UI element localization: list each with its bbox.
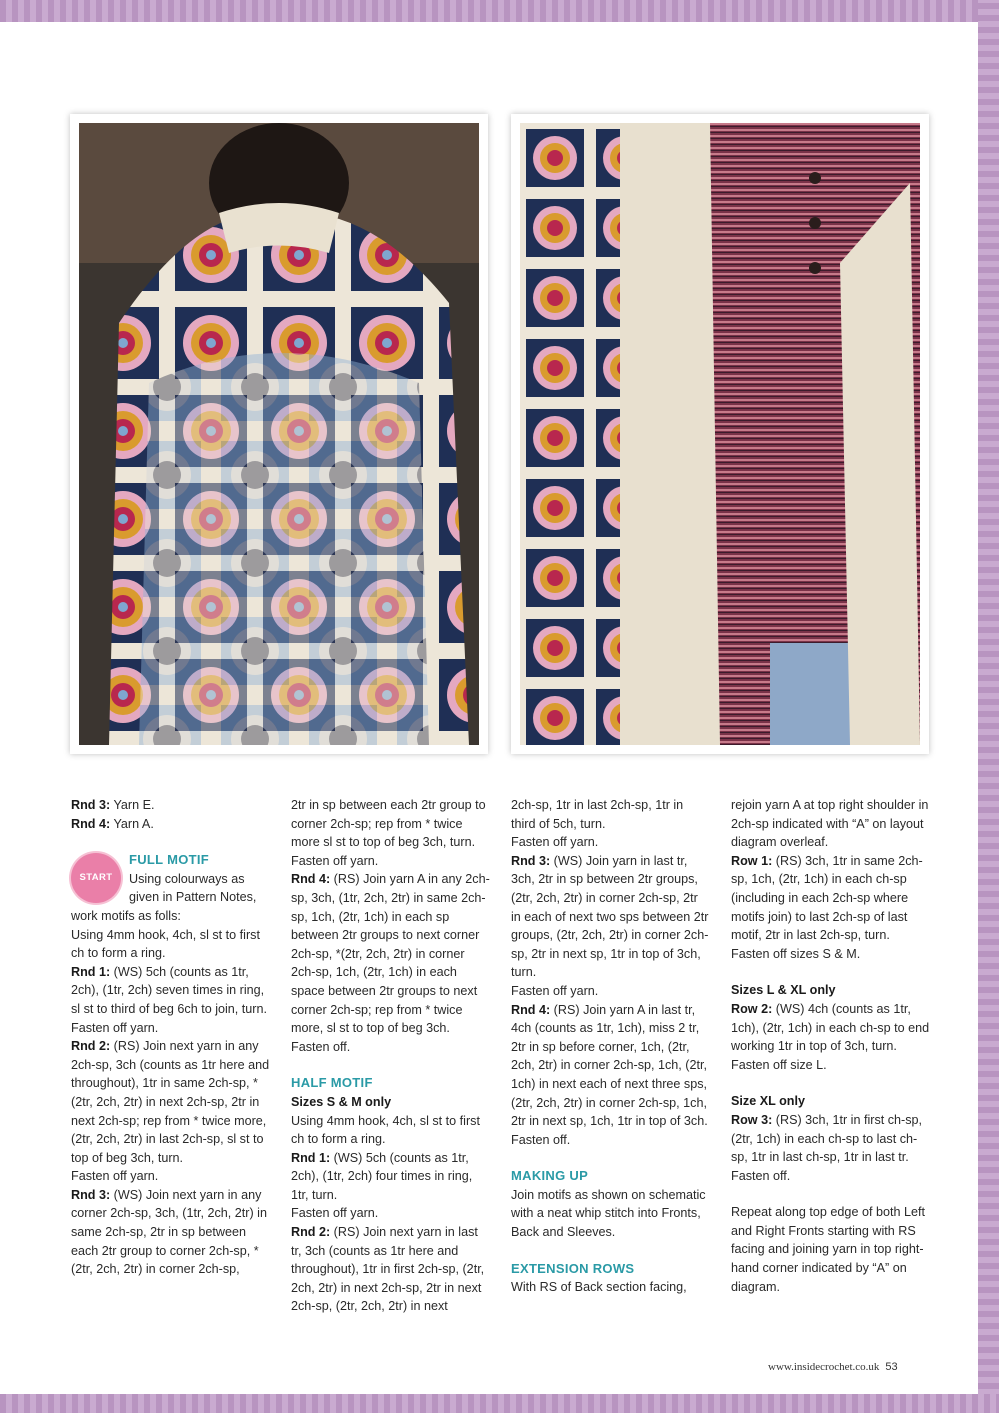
half-motif-rnd4: Rnd 4: (RS) Join yarn A in last tr, 4ch (counts as 1tr, 1ch), miss 2 tr, 2tr in sp before corner, 1ch, (2tr, 2ch, 2tr) in corner 2ch-sp, 1ch, (2tr, 1ch) in next each of next three sps, (2tr, 2ch, 2tr) in corner 2ch-sp, 1ch, 2tr in next sp, 1ch, 1tr in top of 3ch. [511,1002,708,1129]
fasten-off-text: Fasten off. [511,1132,571,1147]
full-motif-rnd2: Rnd 2: (RS) Join next yarn in any 2ch-sp, 3ch (counts as 1tr here and throughout), 1tr in same 2ch-sp, *(2tr, 2ch, 2tr) in next 2ch-sp, 2tr in next 2ch-sp; rep from * twice more, (2tr, 2ch, 2tr) in last 2ch-sp, sl st to top of beg 3ch, turn. [71,1039,270,1165]
full-motif-intro-a: Using colourways as [129,871,245,886]
half-rnd2-continued: 2ch-sp, 1tr in last 2ch-sp, 1tr in third of 5ch, turn. [511,798,684,831]
half-motif-rnd2: Rnd 2: (RS) Join next yarn in last tr, 3ch (counts as 1tr here and throughout), 1tr in first 2ch-sp, (2tr, 2ch, 2tr) in next 2ch-sp, 2tr in next 2ch-sp, (2tr, 2ch, 2tr) in next [291,1225,485,1314]
sizes-sm-heading: Sizes S & M only [291,1094,392,1109]
size-xl-heading: Size XL only [731,1094,805,1109]
text-column-2 [291,796,491,1316]
row1-text: Row 1: (RS) 3ch, 1tr in same 2ch-sp, 1ch, (2tr, 1ch) in each ch-sp (including in each 2ch-sp where motifs join) to last 2ch-sp of last motif, 2tr in last 2ch-sp, turn. Fasten off sizes S & M. [731,853,923,961]
making-up-text: Join motifs as shown on schematic with a neat whip stitch into Fronts, Back and Sleeves. [511,1187,706,1240]
half-motif-ring: Using 4mm hook, 4ch, sl st to first ch to form a ring. [291,1113,480,1147]
making-up-heading: MAKING UP [511,1168,589,1184]
cardigan-back-image [79,123,479,745]
full-motif-rnd3: Rnd 3: (WS) Join next yarn in any corner 2ch-sp, 3ch, (1tr, 2ch, 2tr) in same 2ch-sp, 2tr in sp between each 2tr group to corner 2ch-sp, *(2tr, 2ch, 2tr) in corner 2ch-sp, [71,1187,267,1277]
decorative-border-right [978,0,999,1413]
photo-cardigan-front [511,114,929,754]
fasten-off-text: Fasten off yarn. [71,1020,159,1035]
cardigan-front-image [520,123,920,745]
text-column-3 [511,796,711,1297]
fasten-off-text: Fasten off yarn. [291,1206,379,1221]
full-motif-intro-b: given in Pattern Notes, [129,890,257,905]
repeat-text: Repeat along top edge of both Left and Right Fronts starting with RS facing and joining yarn in top right-hand corner indicated by “A” on diagram. [731,1205,925,1294]
full-motif-rnd4: Rnd 4: (RS) Join yarn A in any 2ch-sp, 3ch, (1tr, 2ch, 2tr) in same 2ch-sp, 1ch, (2tr, 1ch) in each sp between 2tr groups to next corner 2ch-sp, *(2tr, 2ch, 2tr) in corner 2ch-sp, 1ch, (2tr, 1ch) in each space between 2tr groups to next corner 2ch-sp; rep from * twice more, sl st to top of beg 3ch. Fasten off. [291,872,490,1054]
rnd3-continued: 2tr in sp between each 2tr group to corner 2ch-sp; rep from * twice more sl st to top of beg 3ch, turn. [291,798,486,850]
fasten-off-text: Fasten off size L. [731,1057,827,1072]
decorative-border-top [0,0,999,22]
half-motif-heading: HALF MOTIF [291,1075,373,1091]
start-badge: START [71,853,121,903]
decorative-border-bottom [0,1394,999,1413]
row2-text: Row 2: (WS) 4ch (counts as 1tr, 1ch), (2tr, 1ch) in each ch-sp to end working 1tr in top of 3ch, turn. [731,1001,930,1054]
fasten-off-text: Fasten off yarn. [511,983,599,998]
rnd3-line: Rnd 3: Yarn E. [71,798,155,812]
extension-continued: rejoin yarn A at top right shoulder in 2ch-sp indicated with “A” on layout diagram overleaf. [731,798,929,850]
extension-rows-heading: EXTENSION ROWS [511,1260,635,1276]
text-column-4 [731,796,931,1296]
fasten-off-text: Fasten off yarn. [71,1169,159,1184]
full-motif-heading: FULL MOTIF [129,852,210,868]
photo-cardigan-back [70,114,488,754]
rnd4-line: Rnd 4: Yarn A. [71,816,154,831]
half-motif-rnd1: Rnd 1: (WS) 5ch (counts as 1tr, 2ch), (1tr, 2ch) four times in ring, 1tr, turn. [291,1150,473,1202]
half-motif-rnd3: Rnd 3: (WS) Join yarn in last tr, 3ch, 2tr in sp between 2tr groups, (2tr, 2ch, 2tr) in corner 2ch-sp, 2tr in each of next two sps between 2tr groups, (2tr, 2ch, 2tr) in corner 2ch-sp, 2tr in next sp, 1tr in top of 3ch, turn. [511,853,709,980]
full-motif-rnd1: Rnd 1: (WS) 5ch (counts as 1tr, 2ch), (1tr, 2ch) seven times in ring, sl st to third of beg 6ch to join, turn. [71,964,268,1016]
full-motif-ring: Using 4mm hook, 4ch, sl st to first ch to form a ring. [71,927,260,961]
row3-text: Row 3: (RS) 3ch, 1tr in first ch-sp, (2tr, 1ch) in each ch-sp to last ch-sp, 1tr in last ch-sp, 1tr in last tr. Fasten off. [731,1112,923,1183]
fasten-off-text: Fasten off yarn. [291,853,379,868]
fasten-off-text: Fasten off yarn. [511,835,599,850]
extension-rows-text: With RS of Back section facing, [511,1280,687,1295]
text-column-1 [71,796,271,1279]
footer-url[interactable]: www.insidecrochet.co.uk [768,1361,880,1373]
full-motif-block [71,851,271,925]
page-footer [768,1361,898,1373]
sizes-lxl-heading: Sizes L & XL only [731,983,836,998]
full-motif-intro-c: work motifs as folls: [71,908,181,923]
page-number: 53 [885,1361,898,1373]
